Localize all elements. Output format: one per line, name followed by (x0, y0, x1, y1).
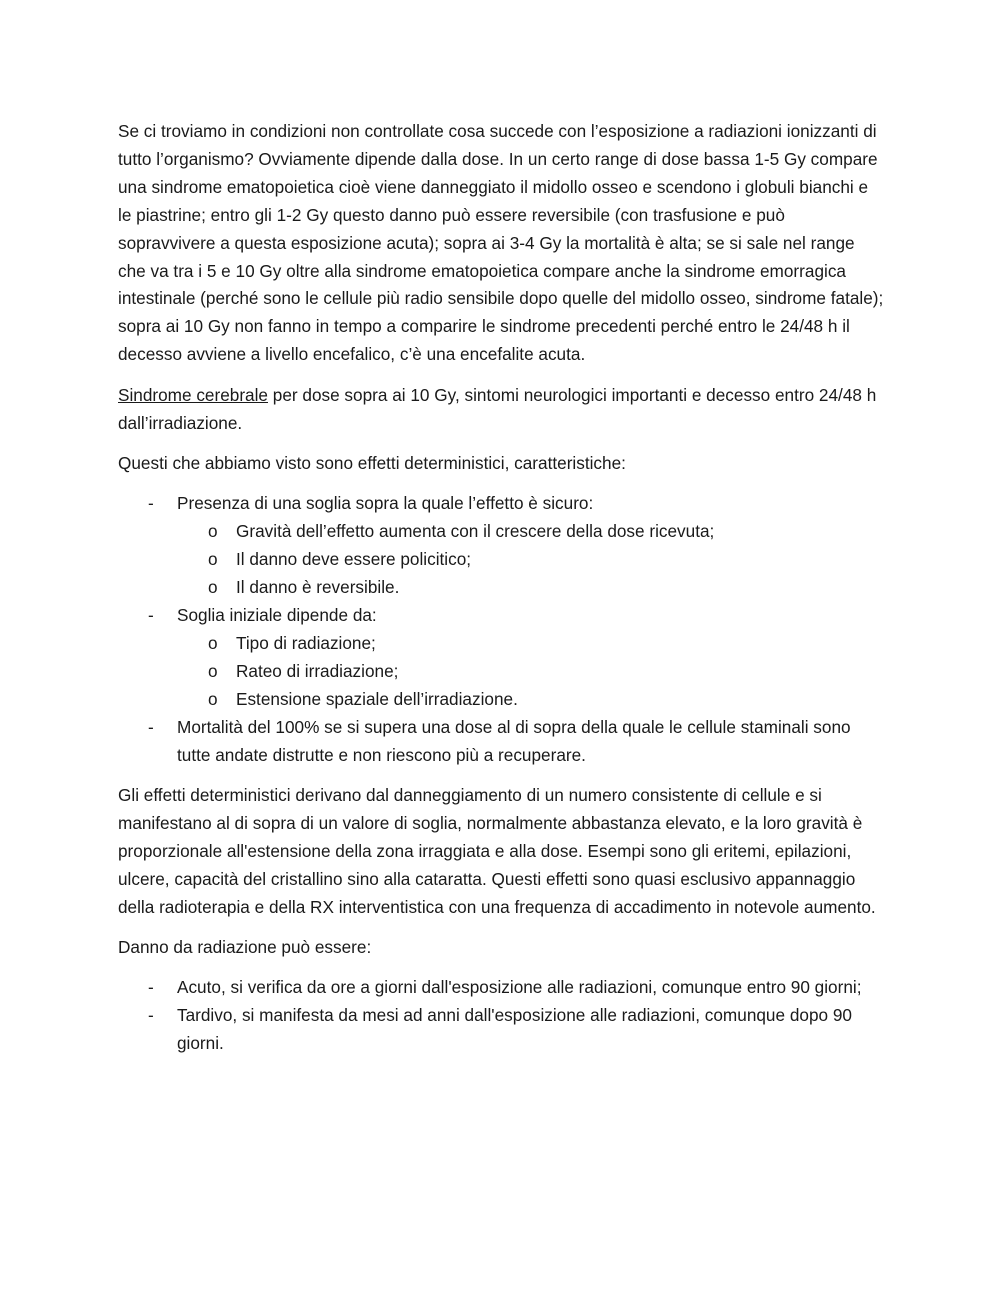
dash-bullet: - (148, 605, 154, 625)
circle-bullet: o (208, 688, 218, 709)
sub-list-item (177, 574, 884, 602)
circle-bullet: o (208, 660, 218, 681)
damage-types-list (118, 974, 884, 1058)
list-item-text: Acuto, si verifica da ore a giorni dall'esposizione alle radiazioni, comunque entro 90 giorni; (177, 977, 862, 998)
list-item (118, 974, 884, 1002)
sub-list-item (177, 686, 884, 714)
sub-list-item-text: Gravità dell’effetto aumenta con il crescere della dose ricevuta; (236, 521, 715, 542)
circle-bullet: o (208, 632, 218, 653)
deterministic-characteristics-list (118, 490, 884, 769)
term-cerebral-syndrome: Sindrome cerebrale (118, 384, 268, 405)
list-item (118, 490, 884, 602)
list-item-text: Tardivo, si manifesta da mesi ad anni dall'esposizione alle radiazioni, comunque dopo 90 giorni. (177, 1005, 852, 1054)
sub-list-item-text: Il danno è reversibile. (236, 577, 400, 598)
paragraph-cerebral-syndrome (118, 382, 884, 438)
paragraph-damage-types-intro: Danno da radiazione può essere: (118, 936, 372, 957)
paragraph-radiation-exposure: Se ci troviamo in condizioni non controllate cosa succede con l’esposizione a radiazioni ionizzanti di tutto l’organismo? Ovviamente dipende dalla dose. In un certo range di dose bassa 1-5 Gy compare una sindrome ematopoietica cioè viene danneggiato il midollo osseo e scendono i globuli bianchi e le piastrine; entro gli 1-2 Gy questo danno può essere reversibile (con trasfusione e può sopravvivere a questa esposizione acuta); sopra ai 3-4 Gy la mortalità è alta; se si sale nel range che va tra i 5 e 10 Gy oltre alla sindrome ematopoietica compare anche la sindrome emorragica intestinale (perché sono le cellule più radio sensibile dopo quelle del midollo osseo, sindrome fatale); sopra ai 10 Gy non fanno in tempo a comparire le sindrome precedenti perché entro le 24/48 h il decesso avviene a livello encefalico, c’è una encefalite acuta. (118, 121, 884, 365)
list-item-text: Mortalità del 100% se si supera una dose al di sopra della quale le cellule staminali sono tutte andate distrutte e non riescono più a recuperare. (177, 716, 851, 765)
list-item (118, 714, 884, 770)
sub-list-item-text: Estensione spaziale dell’irradiazione. (236, 688, 518, 709)
sub-list-item (177, 546, 884, 574)
list-item-text: Presenza di una soglia sopra la quale l’effetto è sicuro: (177, 493, 594, 514)
dash-bullet: - (148, 716, 154, 737)
sub-list-item-text: Rateo di irradiazione; (236, 660, 399, 681)
list-item (118, 1002, 884, 1058)
dash-bullet: - (148, 977, 154, 998)
dash-bullet: - (148, 1005, 154, 1026)
sub-list (177, 630, 884, 714)
dash-bullet: - (148, 493, 154, 514)
sub-list-item-text: Tipo di radiazione; (236, 632, 376, 653)
cerebral-syndrome-description: per dose sopra ai 10 Gy, sintomi neurologici importanti e decesso entro 24/48 h dall’irradiazione. (118, 384, 877, 433)
paragraph-deterministic-effects: Gli effetti deterministici derivano dal danneggiamento di un numero consistente di cellule e si manifestano al di sopra di un valore di soglia, normalmente abbastanza elevato, e la loro gravità è proporzionale all'estensione della zona irraggiata e alla dose. Esempi sono gli eritemi, epilazioni, ulcere, capacità del cristallino sino alla cataratta. Questi effetti sono quasi esclusivo appannaggio della radioterapia e della RX interventistica con una frequenza di accadimento in notevole aumento. (118, 784, 876, 917)
circle-bullet: o (208, 521, 218, 542)
sub-list (177, 518, 884, 602)
sub-list-item (177, 658, 884, 686)
sub-list-item (177, 518, 884, 546)
document-page (118, 118, 884, 1071)
list-item-text: Soglia iniziale dipende da: (177, 605, 377, 625)
sub-list-item-text: Il danno deve essere policitico; (236, 549, 472, 570)
paragraph-deterministic-intro: Questi che abbiamo visto sono effetti deterministici, caratteristiche: (118, 452, 626, 473)
circle-bullet: o (208, 549, 218, 570)
sub-list-item (177, 630, 884, 658)
list-item (118, 602, 884, 714)
circle-bullet: o (208, 577, 218, 598)
